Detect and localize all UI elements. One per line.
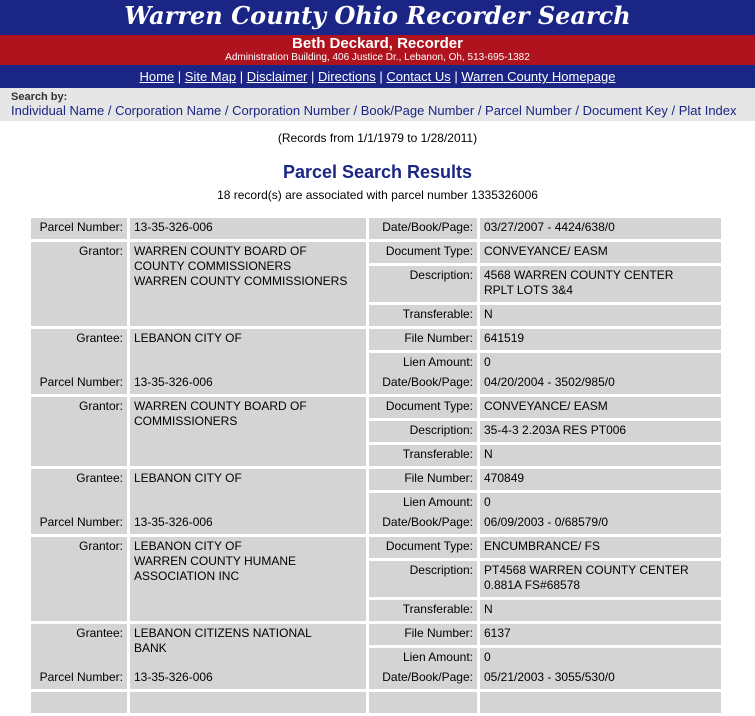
- nav-site-map-link[interactable]: Site Map: [184, 69, 237, 84]
- recorder-name: Beth Deckard, Recorder: [292, 35, 463, 52]
- file-number-value: 641519: [480, 329, 721, 350]
- parcel-value: 13-35-326-006: [130, 373, 366, 394]
- site-title: Warren County Ohio Recorder Search: [124, 1, 631, 30]
- date-label: Date/Book/Page:: [369, 373, 477, 394]
- file-number-label: File Number:: [369, 624, 477, 645]
- grantor-label: Grantor:: [31, 397, 127, 466]
- cell: [31, 692, 127, 713]
- grantor-value: [130, 397, 366, 466]
- grantee-value: LEBANON CITY OF: [130, 329, 366, 374]
- date-label: Date/Book/Page:: [369, 668, 477, 689]
- transferable-value: N: [480, 600, 721, 621]
- date-value: 06/09/2003 - 0/68579/0: [480, 513, 721, 534]
- recorder-band: [0, 35, 755, 65]
- doctype-label: Document Type:: [369, 397, 477, 418]
- search-individual-link[interactable]: Individual Name: [11, 103, 105, 118]
- nav-disclaimer-link[interactable]: Disclaimer: [246, 69, 308, 84]
- description-label: Description:: [369, 266, 477, 302]
- search-corporation-number-link[interactable]: Corporation Number: [232, 103, 350, 118]
- parcel-label: Parcel Number:: [31, 373, 127, 394]
- parcel-label: Parcel Number:: [31, 668, 127, 689]
- record-card: [28, 510, 724, 672]
- grantor-line: WARREN COUNTY HUMANE: [134, 554, 297, 568]
- description-label: Description:: [369, 421, 477, 442]
- grantor-line: COUNTY COMMISSIONERS: [134, 259, 292, 273]
- nav-home-link[interactable]: Home: [139, 69, 175, 84]
- search-corporation-name-link[interactable]: Corporation Name: [115, 103, 222, 118]
- top-nav: Home | Site Map | Disclaimer | Directions | Contact Us | Warren County Homepage: [139, 69, 616, 84]
- lien-amount-value: 0: [480, 648, 721, 669]
- parcel-value: 13-35-326-006: [130, 218, 366, 239]
- file-number-value: 6137: [480, 624, 721, 645]
- doctype-label: Document Type:: [369, 242, 477, 263]
- grantee-line: BANK: [134, 641, 167, 655]
- grantor-line: LEBANON CITY OF: [134, 539, 242, 553]
- results-title: Parcel Search Results: [282, 162, 473, 182]
- search-bar: [0, 88, 755, 121]
- transferable-label: Transferable:: [369, 600, 477, 621]
- search-links: Individual Name / Corporation Name / Corporation Number / Book/Page Number / Parcel Number / Document Key / Plat Index: [11, 103, 737, 118]
- record-card: [28, 215, 724, 377]
- grantor-label: Grantor:: [31, 242, 127, 326]
- grantee-line: LEBANON CITIZENS NATIONAL: [134, 626, 312, 640]
- date-value: 05/21/2003 - 3055/530/0: [480, 668, 721, 689]
- lien-amount-label: Lien Amount:: [369, 353, 477, 374]
- search-plat-index-link[interactable]: Plat Index: [678, 103, 737, 118]
- file-number-label: File Number:: [369, 329, 477, 350]
- description-line: RPLT LOTS 3&4: [484, 283, 573, 297]
- cell: [130, 692, 366, 713]
- lien-amount-value: 0: [480, 353, 721, 374]
- record-card: [28, 665, 724, 716]
- description-line: 0.881A FS#68578: [484, 578, 581, 592]
- file-number-value: 470849: [480, 469, 721, 490]
- doctype-value: ENCUMBRANCE/ FS: [480, 537, 721, 558]
- transferable-label: Transferable:: [369, 445, 477, 466]
- grantee-value: LEBANON CITY OF: [130, 469, 366, 514]
- transferable-label: Transferable:: [369, 305, 477, 326]
- parcel-value: 13-35-326-006: [130, 513, 366, 534]
- header-banner: [0, 0, 755, 88]
- grantee-label: Grantee:: [31, 469, 127, 514]
- date-label: Date/Book/Page:: [369, 218, 477, 239]
- transferable-value: N: [480, 305, 721, 326]
- lien-amount-label: Lien Amount:: [369, 648, 477, 669]
- transferable-value: N: [480, 445, 721, 466]
- search-by-label: Search by:: [11, 91, 68, 103]
- cell: [369, 692, 477, 713]
- description-line: PT4568 WARREN COUNTY CENTER: [484, 563, 689, 577]
- records-range: (Records from 1/1/1979 to 1/28/2011): [277, 131, 478, 145]
- parcel-value: 13-35-326-006: [130, 668, 366, 689]
- recorder-address: Administration Building, 406 Justice Dr., Lebanon, Oh, 513-695-1382: [225, 52, 530, 63]
- search-parcel-link[interactable]: Parcel Number: [485, 103, 572, 118]
- lien-amount-value: 0: [480, 493, 721, 514]
- doctype-value: CONVEYANCE/ EASM: [480, 397, 721, 418]
- search-book-page-link[interactable]: Book/Page Number: [360, 103, 475, 118]
- grantee-label: Grantee:: [31, 624, 127, 669]
- description-label: Description:: [369, 561, 477, 597]
- grantor-line: WARREN COUNTY COMMISSIONERS: [134, 274, 348, 288]
- nav-county-home-link[interactable]: Warren County Homepage: [461, 69, 616, 84]
- grantee-label: Grantee:: [31, 329, 127, 374]
- results-count: 18 record(s) are associated with parcel number 1335326006: [217, 188, 538, 202]
- description-value: 35-4-3 2.203A RES PT006: [480, 421, 721, 442]
- date-value: 04/20/2004 - 3502/985/0: [480, 373, 721, 394]
- grantor-label: Grantor:: [31, 537, 127, 621]
- parcel-label: Parcel Number:: [31, 513, 127, 534]
- date-value: 03/27/2007 - 4424/638/0: [480, 218, 721, 239]
- grantor-value: [130, 242, 366, 326]
- nav-contact-link[interactable]: Contact Us: [386, 69, 451, 84]
- grantor-line: WARREN COUNTY BOARD OF: [134, 244, 307, 258]
- file-number-label: File Number:: [369, 469, 477, 490]
- nav-directions-link[interactable]: Directions: [318, 69, 376, 84]
- parcel-label: Parcel Number:: [31, 218, 127, 239]
- search-document-key-link[interactable]: Document Key: [582, 103, 668, 118]
- grantor-line: ASSOCIATION INC: [134, 569, 240, 583]
- date-label: Date/Book/Page:: [369, 513, 477, 534]
- grantee-value: [130, 624, 366, 669]
- record-card: [28, 370, 724, 517]
- grantor-line: COMMISSIONERS: [134, 414, 238, 428]
- description-value: [480, 266, 721, 302]
- doctype-label: Document Type:: [369, 537, 477, 558]
- grantor-value: [130, 537, 366, 621]
- grantor-line: WARREN COUNTY BOARD OF: [134, 399, 307, 413]
- lien-amount-label: Lien Amount:: [369, 493, 477, 514]
- description-line: 4568 WARREN COUNTY CENTER: [484, 268, 674, 282]
- description-value: [480, 561, 721, 597]
- doctype-value: CONVEYANCE/ EASM: [480, 242, 721, 263]
- cell: [480, 692, 721, 713]
